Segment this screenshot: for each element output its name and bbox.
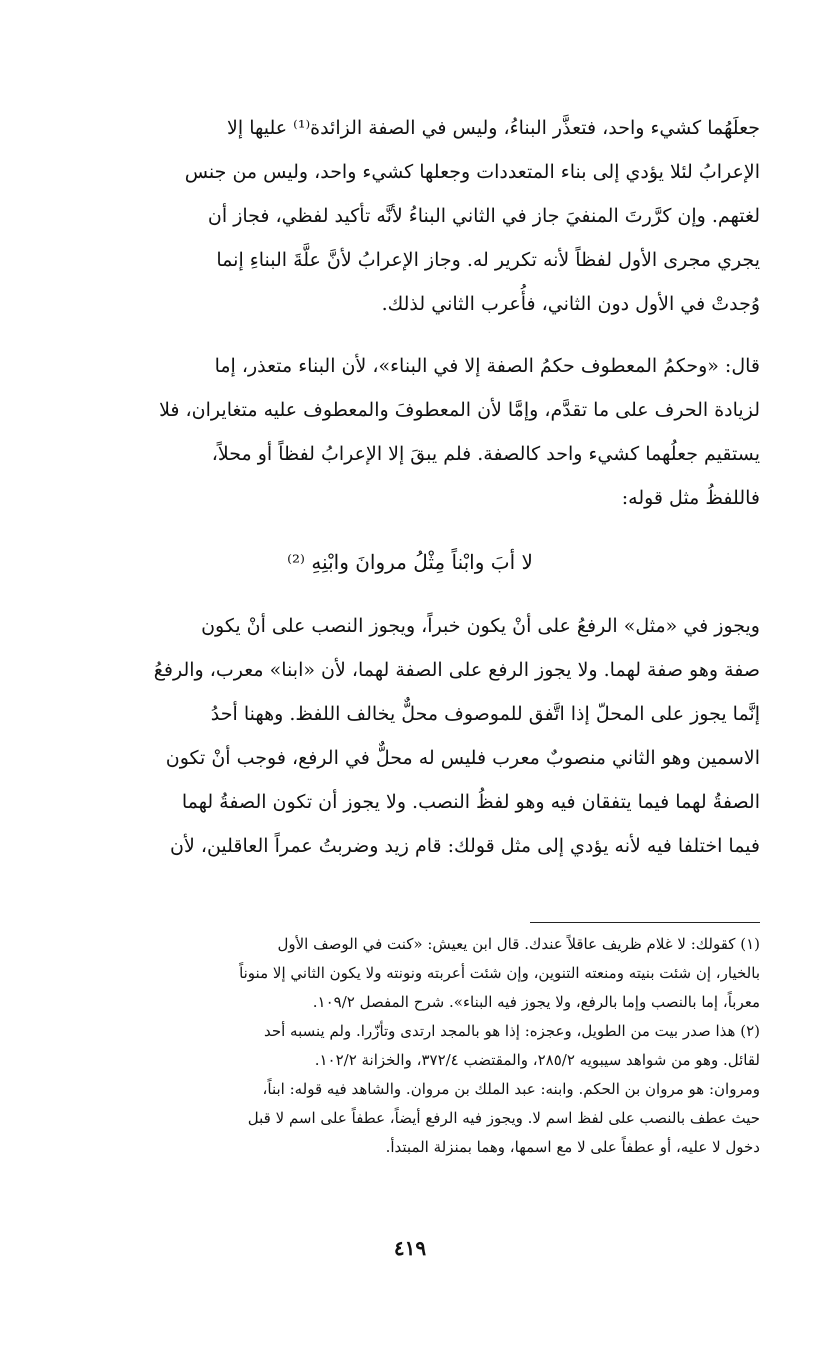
footnote-line: بالخيار، إن شئت بنيته ومنعته التنوين، وإن شئت أعربته ونونته ولا يكون الثاني إلا منوناً xyxy=(239,964,760,982)
text-line: صفة وهو صفة لهما. ولا يجوز الرفع على الصفة لهما، لأن «ابنا» معرب، والرفعُ xyxy=(153,659,760,681)
main-text xyxy=(60,106,760,868)
text-line: قال: «وحكمُ المعطوف حكمُ الصفة إلا في البناء»، لأن البناء متعذر، إما xyxy=(214,355,760,377)
footnote-line: (١) كقولك: لا غلام ظريف عاقلاً عندك. قال ابن يعيش: «كنت في الوصف الأول xyxy=(277,935,760,953)
text-line: ويجوز في «مثل» الرفعُ على أنْ يكون خبراً، ويجوز النصب على أنْ يكون xyxy=(201,615,760,637)
book-page xyxy=(60,0,760,1350)
text-line: الإعرابُ لئلا يؤدي إلى بناء المتعددات وجعلها كشيء واحد، وليس من جنس xyxy=(184,161,760,183)
poetry-verse: لا أبَ وابْناً مِثْلُ مروانَ وابْنِهِ ⁽²⁾ xyxy=(287,550,533,574)
footnote-line: لقائل. وهو من شواهد سيبويه ٢٨٥/٢، والمقتضب ٣٧٢/٤، والخزانة ١٠٢/٢. xyxy=(314,1051,760,1069)
paragraph-gap xyxy=(60,326,760,344)
footnote-line: ومروان: هو مروان بن الحكم. وابنه: عبد الملك بن مروان. والشاهد فيه قوله: ابناً، xyxy=(262,1080,760,1098)
text-line: وُجدتْ في الأول دون الثاني، فأُعرب الثاني لذلك. xyxy=(381,293,760,315)
footnote-line: دخول لا عليه، أو عطفاً على لا مع اسمها، وهما بمنزلة المبتدأ. xyxy=(385,1138,760,1156)
text-line: إنَّما يجوز على المحلّ إذا اتَّفق للموصوف محلٌّ يخالف اللفظ. وههنا أحدُ xyxy=(210,703,760,725)
text-line: لزيادة الحرف على ما تقدَّم، وإمَّا لأن المعطوفَ والمعطوف عليه متغايران، فلا xyxy=(159,399,760,421)
footnote-line: (٢) هذا صدر بيت من الطويل، وعجزه: إذا هو بالمجد ارتدى وتأزّرا. ولم ينسبه أحد xyxy=(263,1022,760,1040)
text-line: فيما اختلفا فيه لأنه يؤدي إلى مثل قولك: قام زيد وضربتُ عمراً العاقلين، لأن xyxy=(169,835,760,857)
text-line: يجري مجرى الأول لفظاً لأنه تكرير له. وجاز الإعرابُ لأنَّ علَّةَ البناءِ إنما xyxy=(216,249,760,271)
footnotes xyxy=(60,930,760,1162)
footnote-line: حيث عطف بالنصب على لفظ اسم لا. ويجوز فيه الرفع أيضاً، عطفاً على اسم لا قبل xyxy=(247,1109,760,1127)
text-line: الاسمين وهو الثاني منصوبٌ معرب فليس له محلٌّ في الرفع، فوجب أنْ تكون xyxy=(165,747,760,769)
page-number: ٤١٩ xyxy=(393,1236,427,1260)
text-line: فاللفظُ مثل قوله: xyxy=(621,487,760,509)
footnote-line: معرباً، إما بالنصب وإما بالرفع، ولا يجوز فيه البناء». شرح المفصل ١٠٩/٢. xyxy=(312,993,760,1011)
text-line: الصفةُ لهما فيما يتفقان فيه وهو لفظُ النصب. ولا يجوز أن تكون الصفةُ لهما xyxy=(181,791,760,813)
text-line: يستقيم جعلُهما كشيء واحد كالصفة. فلم يبقَ إلا الإعرابُ لفظاً أو محلاً، xyxy=(211,443,760,465)
text-line: لغتهم. وإن كرَّرتَ المنفيَ جاز في الثاني البناءُ لأنَّه تأكيد لفظي، فجاز أن xyxy=(207,205,760,227)
text-line: جعلَهُما كشيء واحد، فتعذَّر البناءُ، وليس في الصفة الزائدة⁽¹⁾ عليها إلا xyxy=(227,117,760,139)
footnote-separator xyxy=(530,922,760,923)
